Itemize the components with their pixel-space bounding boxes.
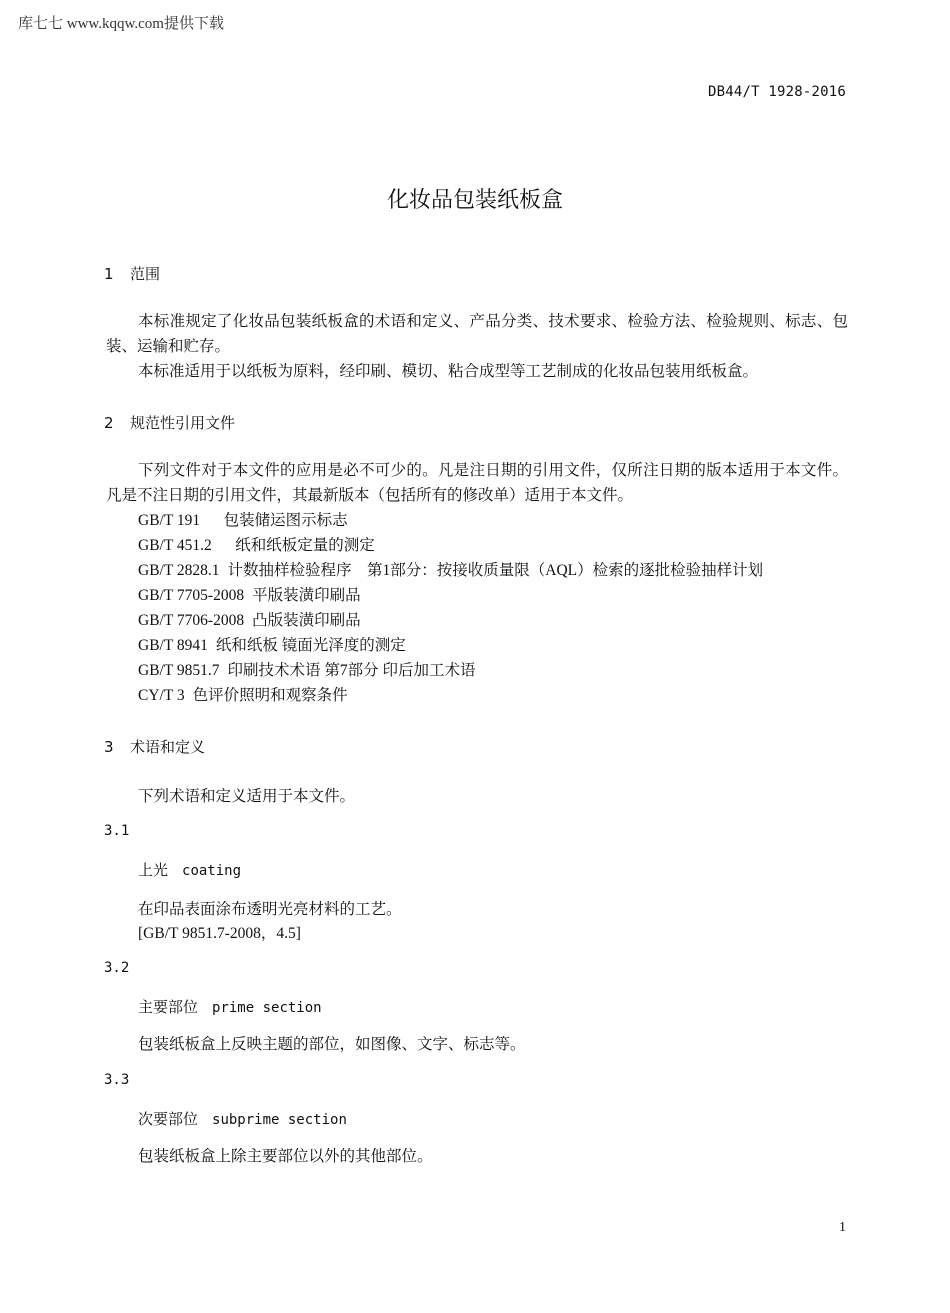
document-number: DB44/T 1928-2016 <box>707 84 846 100</box>
reference-item <box>138 683 348 708</box>
term-definition: 包装纸板盒上反映主题的部位，如图像、文字、标志等。 <box>138 1036 526 1053</box>
reference-code: GB/T 2828.1 <box>138 562 220 579</box>
watermark-text: 库七七 www.kqqw.com提供下载 <box>18 16 224 32</box>
term-chinese: 上光 <box>138 861 169 879</box>
term-definition: 包装纸板盒上除主要部位以外的其他部位。 <box>138 1148 433 1165</box>
reference-title: 包装储运图示标志 <box>223 512 348 529</box>
section-number: 2 <box>104 414 114 432</box>
reference-code: GB/T 191 <box>138 512 201 529</box>
reference-item <box>138 533 375 558</box>
section-title: 范围 <box>130 265 161 283</box>
term-chinese: 次要部位 <box>138 1110 199 1128</box>
reference-code: GB/T 7705-2008 <box>138 587 245 604</box>
term-number: 3.3 <box>104 1072 130 1088</box>
section-3-heading <box>104 736 205 757</box>
reference-title: 纸和纸板定量的测定 <box>235 537 375 554</box>
reference-title: 色评价照明和观察条件 <box>192 687 348 704</box>
reference-code: GB/T 451.2 <box>138 537 212 554</box>
reference-title: 凸版装潢印刷品 <box>252 612 361 629</box>
reference-item <box>138 583 361 608</box>
section-title: 术语和定义 <box>130 738 206 756</box>
reference-item <box>138 558 763 583</box>
scope-paragraph-2: 本标准适用于以纸板为原料，经印刷、模切、粘合成型等工艺制成的化妆品包装用纸板盒。 <box>138 363 759 380</box>
reference-item <box>138 658 476 683</box>
reference-code: CY/T 3 <box>138 687 185 704</box>
term-english: prime section <box>212 1000 322 1016</box>
term-source: [GB/T 9851.7-2008，4.5] <box>138 925 301 942</box>
reference-item <box>138 633 406 658</box>
reference-item <box>138 608 361 633</box>
reference-title: 纸和纸板 镜面光泽度的测定 <box>215 637 406 654</box>
term-heading <box>138 996 322 1017</box>
term-english: coating <box>182 863 242 879</box>
page-number: 1 <box>839 1220 846 1235</box>
section-number: 1 <box>104 265 114 283</box>
reference-code: GB/T 7706-2008 <box>138 612 245 629</box>
term-heading <box>138 859 241 880</box>
term-number: 3.1 <box>104 823 130 839</box>
page-title: 化妆品包装纸板盒 <box>386 188 563 213</box>
section-2-heading <box>104 412 235 433</box>
reference-code: GB/T 9851.7 <box>138 662 220 679</box>
term-english: subprime section <box>212 1112 347 1128</box>
reference-title: 计数抽样检验程序 第1部分：按接收质量限（AQL）检索的逐批检验抽样计划 <box>227 562 764 579</box>
term-heading <box>138 1108 347 1129</box>
terms-intro: 下列术语和定义适用于本文件。 <box>138 788 356 805</box>
term-number: 3.2 <box>104 960 130 976</box>
section-title: 规范性引用文件 <box>130 414 236 432</box>
reference-item <box>138 508 348 533</box>
reference-title: 平版装潢印刷品 <box>252 587 361 604</box>
section-number: 3 <box>104 738 114 756</box>
scope-paragraph-1: 本标准规定了化妆品包装纸板盒的术语和定义、产品分类、技术要求、检验方法、检验规则、标志、包装、运输和贮存。 <box>106 313 848 355</box>
term-definition: 在印品表面涂布透明光亮材料的工艺。 <box>138 901 402 918</box>
references-intro: 下列文件对于本文件的应用是必不可少的。凡是注日期的引用文件，仅所注日期的版本适用于本文件。凡是不注日期的引用文件，其最新版本（包括所有的修改单）适用于本文件。 <box>106 462 848 504</box>
term-chinese: 主要部位 <box>138 998 199 1016</box>
section-1-heading <box>104 263 160 284</box>
reference-title: 印刷技术术语 第7部分 印后加工术语 <box>227 662 476 679</box>
reference-code: GB/T 8941 <box>138 637 208 654</box>
